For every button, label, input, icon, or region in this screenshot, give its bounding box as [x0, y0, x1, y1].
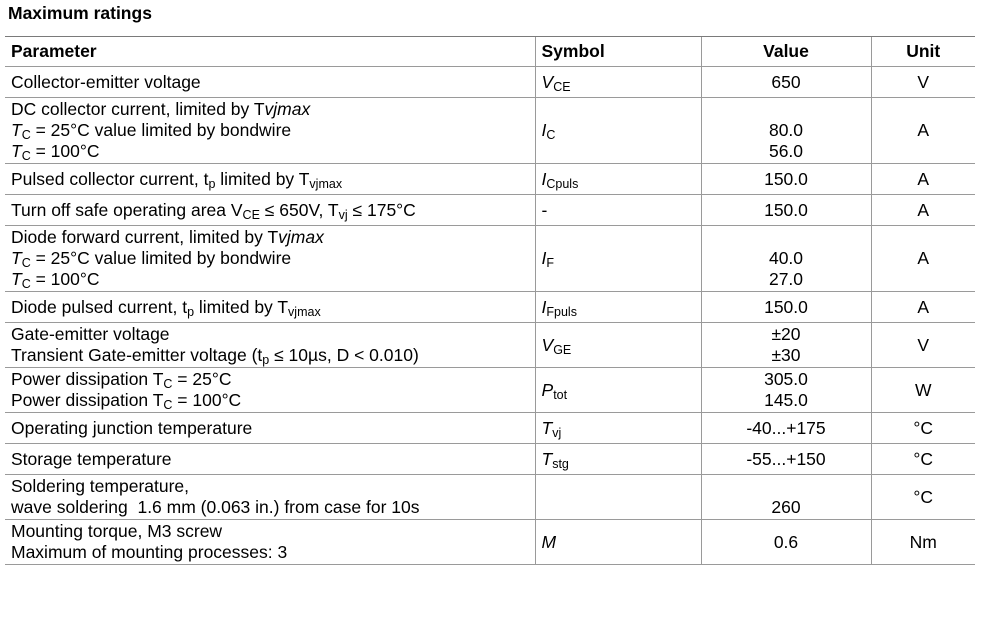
table-row — [5, 413, 975, 444]
unit-cell: A — [871, 292, 975, 323]
symbol-cell — [535, 475, 701, 520]
unit-cell: A — [871, 226, 975, 292]
value-cell: 305.0 145.0 — [701, 368, 871, 413]
table-row — [5, 195, 975, 226]
unit-cell: V — [871, 67, 975, 98]
symbol-cell: - — [535, 195, 701, 226]
value-cell: 0.6 — [701, 520, 871, 565]
table-row — [5, 67, 975, 98]
table-row — [5, 368, 975, 413]
unit-cell: °C — [871, 413, 975, 444]
parameter-cell: Diode forward current, limited by Tvjmax $T_C = 25^\circ C$ value limited by bondwire $T_C = 100^\circ C$ — [5, 226, 535, 292]
parameter-cell: Operating junction temperature — [5, 413, 535, 444]
symbol-cell: $I_C$ — [535, 98, 701, 164]
value-cell: -40...+175 — [701, 413, 871, 444]
parameter-cell: Diode pulsed current, $t_p$ limited by $T_{vjmax}$ — [5, 292, 535, 323]
parameter-cell: DC collector current, limited by Tvjmax $T_C = 25^\circ C$ value limited by bondwire $T_C = 100^\circ C$ — [5, 98, 535, 164]
symbol-cell: M — [535, 520, 701, 565]
table-row — [5, 164, 975, 195]
value-cell: 150.0 — [701, 164, 871, 195]
symbol-cell: $V_{CE}$ — [535, 67, 701, 98]
value-cell: 40.0 27.0 — [701, 226, 871, 292]
unit-cell: V — [871, 323, 975, 368]
parameter-cell: Gate-emitter voltage Transient Gate-emitter voltage ($t_p \le 10\mu s$, D < 0.010) — [5, 323, 535, 368]
parameter-cell: Collector-emitter voltage — [5, 67, 535, 98]
table-row — [5, 520, 975, 565]
unit-cell: W — [871, 368, 975, 413]
table-row — [5, 475, 975, 520]
table-row — [5, 98, 975, 164]
parameter-cell: Power dissipation $T_C = 25^\circ C$ Power dissipation $T_C = 100^\circ C$ — [5, 368, 535, 413]
table-header-row — [5, 37, 975, 67]
symbol-cell: $T_{stg}$ — [535, 444, 701, 475]
value-cell: 650 — [701, 67, 871, 98]
parameter-cell: Soldering temperature, wave soldering 1.6 mm (0.063 in.) from case for 10s — [5, 475, 535, 520]
symbol-cell: $V_{GE}$ — [535, 323, 701, 368]
unit-cell: A — [871, 195, 975, 226]
unit-cell: Nm — [871, 520, 975, 565]
symbol-cell: $I_{Cpuls}$ — [535, 164, 701, 195]
parameter-cell: Mounting torque, M3 screw Maximum of mounting processes: 3 — [5, 520, 535, 565]
table-row — [5, 292, 975, 323]
unit-cell: °C — [871, 475, 975, 520]
table-row — [5, 323, 975, 368]
parameter-cell: Pulsed collector current, $t_p$ limited by $T_{vjmax}$ — [5, 164, 535, 195]
table-row — [5, 444, 975, 475]
unit-cell: °C — [871, 444, 975, 475]
value-cell: 260 — [701, 475, 871, 520]
value-cell: 80.0 56.0 — [701, 98, 871, 164]
value-cell: 150.0 — [701, 292, 871, 323]
unit-cell: A — [871, 164, 975, 195]
table-row — [5, 226, 975, 292]
symbol-cell: $I_{Fpuls}$ — [535, 292, 701, 323]
header-value: Value — [701, 37, 871, 67]
value-cell: ±20 ±30 — [701, 323, 871, 368]
header-parameter: Parameter — [5, 37, 535, 67]
value-cell: -55...+150 — [701, 444, 871, 475]
value-cell: 150.0 — [701, 195, 871, 226]
parameter-cell: Storage temperature — [5, 444, 535, 475]
unit-cell: A — [871, 98, 975, 164]
symbol-cell: $I_F$ — [535, 226, 701, 292]
symbol-cell: $P_{tot}$ — [535, 368, 701, 413]
maximum-ratings-table — [5, 36, 975, 565]
section-title: Maximum ratings — [8, 3, 152, 23]
header-unit: Unit — [871, 37, 975, 67]
parameter-cell: Turn off safe operating area $V_{CE} \le 650V$, $T_{vj} \le 175^\circ C$ — [5, 195, 535, 226]
symbol-cell: $T_{vj}$ — [535, 413, 701, 444]
header-symbol: Symbol — [535, 37, 701, 67]
